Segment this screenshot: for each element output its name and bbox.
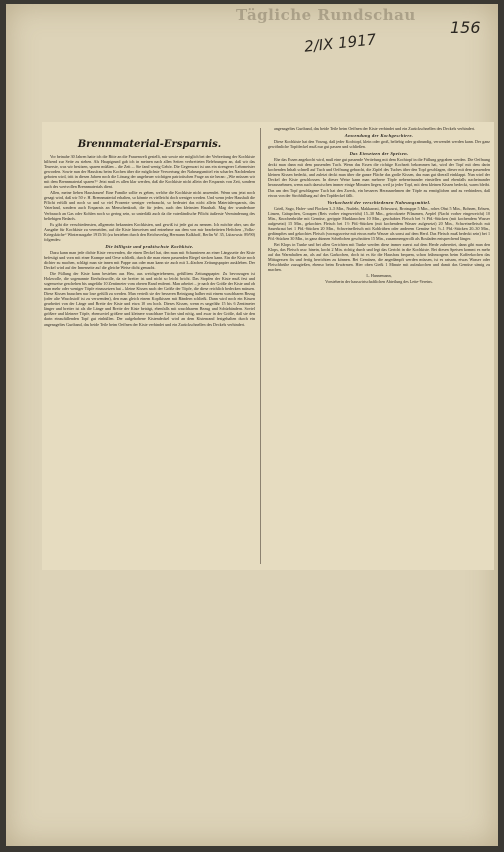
column-divider bbox=[260, 128, 261, 564]
article-paragraph: Es gibt die verschiedensten, allgemein bekannten Kochkisten, und gewiß ist jede gut zu nennen. Ich möchte aber, um die Ausgabe für Kochkiste zu vermeiden, auf die Kiste hinweisen und entnehme aus dem von mir bearbeiteten Heftchen „Volks-Kriegsküche“ Winterausgabe 1915/16 (zu beziehen durch den Reichsverlag Hermann Kalkhoff, Berlin W. 35, Lützowstr. 89/90) folgendes: bbox=[44, 221, 255, 242]
article-subheading: Anwendung der Kochgeschirre. bbox=[344, 133, 414, 139]
signature-name: L. Hannemann, bbox=[366, 273, 392, 279]
article-subheading: Die billigste und praktischste Kochkiste. bbox=[105, 243, 194, 249]
article-column-left bbox=[44, 126, 255, 566]
article-subheading: Vorkochzeit der verschiedenen Nahrungsmittel. bbox=[327, 199, 431, 205]
article-paragraph: Dazu kann man jede dichte Kiste verwenden, die einen Deckel hat, den man mit Scharnieren an einer Längsseite der Kiste befestigt und vorn mit einer Krampe und Oese schließt, durch die man einen passenden Riegel stecken kann. Ein die Kiste noch dichter zu machen, schlägt man sie innen mit Pappe aus oder man kann sie auch mit 3–4fachen Zeitungspapier auskleben. Der Deckel wird auf der Innenseite auf die gleiche Weise dicht gemacht. bbox=[44, 249, 255, 270]
handwritten-page-number: 156 bbox=[450, 18, 481, 37]
signature-title: Vorsteherin der hauswirtschaftlichen Abteilung des Lette-Vereins. bbox=[325, 279, 433, 285]
article-paragraph: Grieß, Sago, Hafer- und Flocken 3–5 Min., Nudeln, Makkaroni, Erbswurst, Brotsuppe 5 Min., rohes Obst 5 Min., Bohnen, Erbsen, Linsen, Gräupchen, Graupen (Reis vorher eingeweicht) 15–30 Min., getrocknete Pflaumen, Aepfel (Nacht vorher eingeweicht) 10 Min., Knochenbrühe mit Gemüse, gerippte Markknochen 10 Min., geschabtes Fleisch bei ½ Pfd.-Stücken (mit kochendem Wasser aufgesetzt) 15 Min., gekochtes Fleisch bei 1½ Pfd.-Stücken (mit kochendem Wasser aufgesetzt) 20 Min., Schweinefleisch mit Sauerkraut bei 1 Pfd.-Stücken 20 Min., Schweinefleisch mit Kohlrüben oder anderem Gemüse bei ½–1 Pfd.-Stücken 20–30 Min., gedämpftes und gekochtes Fleisch (vorzugsweise mit etwas mehr Wasser als sonst auf dem Herd. Das Fleisch muß bedeckt sein) bei 1 Pfd.-Stücken 30 Min., in ganz dünnen Scheibchen geschnitten 15 Min., zusammengerollt als Rouladen entsprechend länger. bbox=[268, 205, 490, 241]
article-paragraph: Vor beinahe 30 Jahren hatte ich die Bitte an die Frauenwelt gestellt, mir sowie nie möglich bei der Verbreitung der Kochkiste hilfsend zur Seite zu stehen. Als Hauptgrund gab ich in meinen nach allen Seiten verbreiteten Belehrungen an, daß wir das Teuerste, was wir besitzen, sparen müßten – die Zeit –. Sie fand wenig Gehör. Die Gegenwart ist uns ein strengerer Lehrmeister geworden. Sowie nun der Hausfrau beim Kochen über die möglichste Verwertung der Nahrungsmittel ein scharfes Nachdenken geboten wird, tritt in diesen Jahren noch die Lösung der ungeheuer wichtigen patriotischen Frage an sie heran: „Wie müssen wir mit dem Brennmaterial sparen?“ Jetzt muß es allen klar werden, daß die Kochkiste nicht allein der Ersparnis von Zeit, sondern auch des wertvollen Brennmaterials dient. bbox=[44, 154, 255, 190]
article-paragraph: Bei Klops in Tunke und bei allen Gerichten mit Tunke werden diese immer zuerst auf dem Herde zubereitet, dann gibt man den Klops, das Fleisch usw. hinein, kocht 2 Min. richtig durch und legt das Gericht in die Kochkiste. Bei diesen Speisen kommt es mehr auf das Warmhalten an, als auf das Garkochen, doch ist es für die Hausfrau bequem, schon frühmorgens beim Kaffeekochen das Mittagessen fix und fertig herrichten zu können. Bei Gemüsen, die angedämpft werden müssen, ist es ratsam, etwas Wasser oder Fleischbrühe zuzugießen, ebenso beim Erwärmen. Hier oben Gießt 1 Minute mit aufzukochen und damit das Gemüse sämig zu machen. bbox=[268, 241, 490, 273]
archive-sheet bbox=[6, 4, 498, 846]
article-paragraph: angenageltes Gurtband, das beide Teile beim Oeffnen der Kiste verbindet und ein Zurückschnellen des Deckels verhindert. bbox=[274, 126, 476, 131]
article-column-right bbox=[268, 126, 490, 566]
article-paragraph: Ehe das Essen angekocht wird, muß eine gut passende Vertiefung mit dem Kochtopf in die Füllung gegraben werden. Die Oeffnung deckt man dann mit dem passenden Tuch. Wenn das Essen die richtige Kochzeit bekommen hat, wird der Topf mit dem darin kochenden Inhalt schnell auf Tuch und Oeffnung gebracht, die Zipfel des Tuches über den Topf geschlagen, dieser mit dem passenden kleinen Kissen bedeckt, und zuletzt deckt man über die ganze Fläche das große Kissen, das man gut überall einklappt. Nun wird der Deckel der Kiste geschlossen. In dieser Weise kann man mehrere Töpfe nebeneinander einstellen und ebenfalls nacheinander herausnehmen, wenn auch dazwischen immer einige Minuten liegen, weil ja jeder Topf, mit dem kleinen Kissen bedeckt, warm bleibt. Das um den Topf geschlagene Tuch hat den Zweck, ein besseres Herausnehmen der Töpfe zu ermöglichen und zu verhindern, daß etwas von der Strohfüllung auf den Topfdeckel fällt. bbox=[268, 157, 490, 198]
article-subheading: Das Einsetzen der Speisen. bbox=[349, 151, 409, 157]
handwritten-date: 2/IX 1917 bbox=[303, 30, 377, 56]
article-paragraph: Die Füllung der Kiste kann bestehen aus Heu, aus weichgeriebenem, gefülltem Zeitungspapier. Zu bevorzugen ist Holzwolle, die sogenannte Eierholzwolle, da sie breiter ist und nicht so leicht bricht. Das Stopfen der Kiste muß fest und sogenweise geschehen bis ungefähr 10 Zentimeter vom oberen Rand entfernt. Man arbeitet – je nach der Größe der Kiste und ob man mehr oder weniger Töpfe einzusetzen hat – kleine Kissen nach der Größe der Töpfe, die diese reichlich bedecken müssen. Diese Kissen brauchen nur lose gefüllt zu werden. Man verteilt sie der besseren Reinigung halber mit einem waschbaren Bezug (oder alte Waschstoff ist zu verwenden), den man gleich einem Kopfkissen mit Bändern schließt. Dann wird noch ein Kissen gearbeitet von der Länge und Breite der Kiste und etwa 10 cm hoch. Dieses Kissen, wenn es ungefähr 15 bis 6 Zentimeter länger und breiter ist als die Länge und Breite der Kiste beträgt, ebenfalls mit waschbarem Bezug und Schürbändern. Soviel größere und kleinere Töpfe, ebensoviel größere und kleinere waschbare Tücher sind nötig, und zwar in der Größe, daß sie den darin einzufüllenden Topf gut einhüllen. Der aufgehobene Kistendeckel wird an dem Kistenrand festgehalten durch ein angenageltes Gurtband, das beide Teile beim Oeffnen der Kiste verbindet und ein Zurückschnellen des Deckels verhindert. bbox=[44, 271, 255, 327]
article-paragraph: Diese Kochkiste hat den Vorzug, daß jeder Kochtopf, klein oder groß, beliebig oder grabrundig, verwendet werden kann. Der ganz gewöhnliche Topfdeckel muß nur gut passen und schließen. bbox=[268, 139, 490, 150]
article-paragraph: Allen, meine lieben Hausfrauen! Eine Familie sollte es geben, welche die Kochkiste nicht anwendet. Wenn uns jetzt noch gesagt wird, daß wir 50 v. H. Brennmaterial erhalten, so könnte es vielleicht doch weniger werden. Und wenn jeder Haushalt die Pflicht erfüllt und noch so und so viel Prozente weniger verbraucht, so bedeutet das nicht allein Materialersparnis, das Vaterland, sondern auch Ersparnis an Menschenkraft, die für jeden, auch den kleinsten Haushalt. Mag der wunderbare Verbrauch an Gas oder Kohlen noch so gering sein, so unterläßt auch da die vaterländische Pflicht äußerste Verminderung des beliebigen Bedarfs. bbox=[44, 190, 255, 221]
article-title: Brennmaterial-Ersparnis. bbox=[77, 139, 222, 150]
masthead-fragment: Tägliche Rundschau bbox=[236, 6, 416, 24]
newspaper-clipping bbox=[42, 122, 494, 570]
